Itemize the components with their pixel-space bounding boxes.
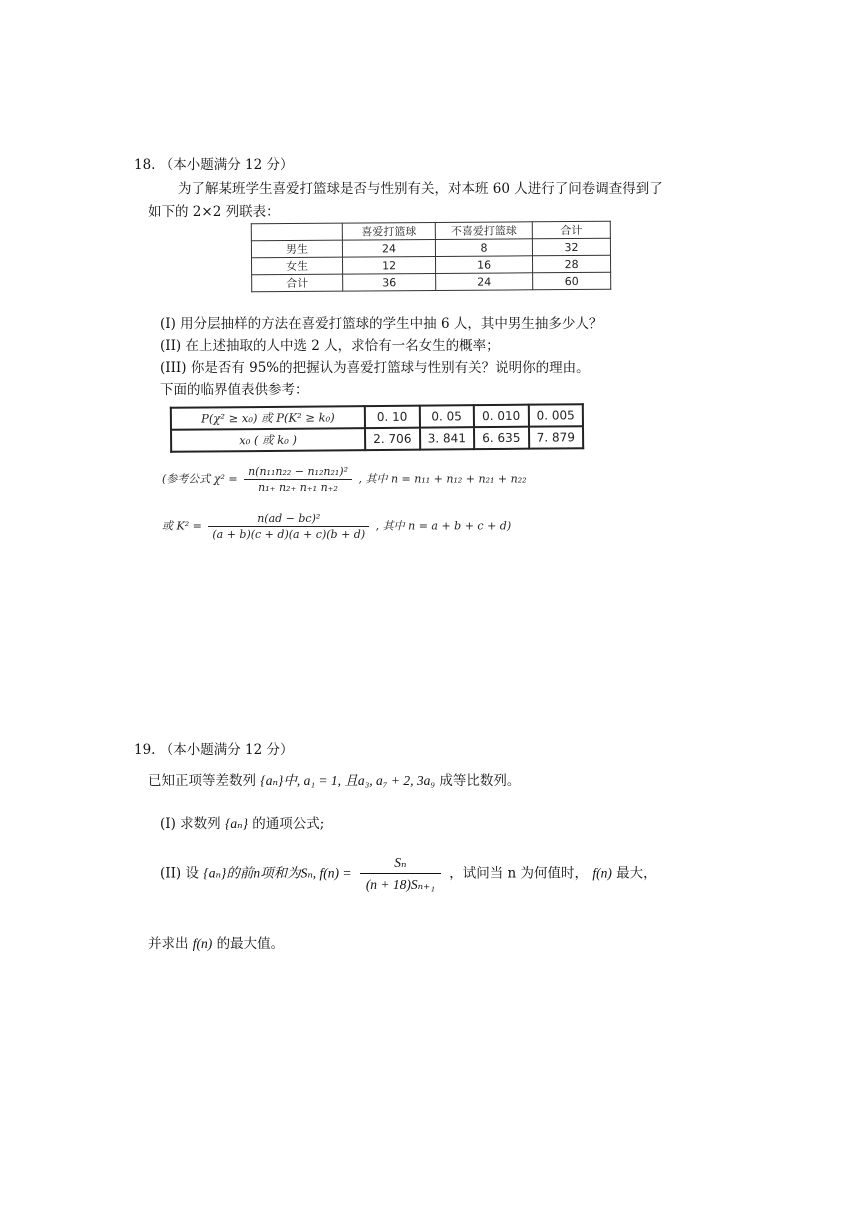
q19-continuation (148, 932, 284, 952)
table-cell: 2. 706 (365, 428, 420, 450)
q19-part2-fraction (360, 855, 441, 893)
formula-chi-square (162, 465, 527, 494)
table-cell: 32 (532, 238, 610, 256)
formula-k-suffix: , 其中 n = a + b + c + d) (375, 519, 512, 533)
table-cell: 60 (533, 272, 611, 290)
table-row (171, 426, 583, 452)
q19-part2 (160, 855, 657, 893)
q19-cont-pre: 并求出 (148, 936, 189, 952)
formula-chi-prefix: (参考公式 χ² = (162, 472, 238, 486)
table-cell: 16 (435, 256, 532, 274)
table-cell: 喜爱打篮球 (342, 222, 435, 240)
q19-part1-math: {aₙ} (224, 816, 248, 831)
q19-part2-numerator: Sₙ (360, 855, 441, 874)
q19-intro-post: 成等比数列。 (439, 773, 521, 789)
table-cell: 男生 (251, 240, 342, 258)
q19-cont-post: 的最大值。 (216, 936, 285, 952)
table-cell: 7. 879 (528, 426, 583, 448)
formula-chi-fraction (244, 465, 352, 494)
q19-intro (148, 769, 520, 789)
formula-k-prefix: 或 K² = (162, 519, 202, 533)
q19-part2-pre: (II) 设 (160, 865, 199, 882)
table-cell: 0. 10 (365, 406, 420, 428)
q19-part1-post: 的通项公式; (252, 816, 325, 832)
q18-part1: (I) 用分层抽样的方法在喜爱打篮球的学生中抽 6 人，其中男生抽多少人？ (160, 316, 603, 332)
table-cell: 12 (343, 256, 436, 274)
q19-part1 (160, 812, 324, 832)
q19-part2-denominator: (n + 18)Sₙ₊₁ (365, 877, 435, 892)
table-cell: 合计 (532, 221, 610, 239)
contingency-table (251, 221, 611, 293)
critical-value-table (170, 403, 584, 453)
table-cell (251, 223, 342, 241)
table-cell: 3. 841 (419, 427, 474, 449)
q19-cont-fn: f(n) (192, 936, 213, 951)
q19-intro-pre: 已知正项等差数列 (148, 773, 256, 789)
q19-part2-post2: 最大， (616, 865, 657, 882)
formula-chi-suffix: , 其中 n = n₁₁ + n₁₂ + n₂₁ + n₂₂ (358, 472, 527, 486)
q18-header: 18. （本小题满分 12 分） (134, 157, 294, 173)
table-cell: 0. 05 (419, 405, 474, 427)
q19-intro-math: {aₙ}中, a₁ = 1, 且a₃, a₇ + 2, 3a₉ (260, 773, 436, 788)
q19-header: 19. （本小题满分 12 分） (134, 742, 294, 758)
formula-k-square (162, 512, 511, 541)
q19-part2-post1: ，试问当 n 为何值时， (449, 865, 589, 882)
table-cell: 28 (532, 255, 610, 273)
table-cell: 合计 (252, 274, 343, 292)
q18-part2: (II) 在上述抽取的人中选 2 人，求恰有一名女生的概率； (160, 338, 500, 354)
table-cell: 6. 635 (474, 427, 529, 449)
q19-part2-math: {aₙ}的前n项和为Sₙ, f(n) = (203, 865, 352, 881)
table-cell: 8 (435, 239, 532, 257)
table-cell: P(χ² ≥ x₀) 或 P(K² ≥ k₀) (171, 406, 365, 430)
q19-part1-pre: (I) 求数列 (160, 816, 221, 832)
q19-part2-fn: f(n) (592, 865, 612, 881)
table-cell: 36 (343, 273, 436, 291)
table-row (252, 272, 611, 292)
table-cell: 24 (342, 239, 435, 257)
q18-intro-line2: 如下的 2×2 列联表： (148, 204, 280, 220)
table-cell: 不喜爱打篮球 (435, 222, 532, 240)
formula-k-numerator: n(ad − bc)² (208, 512, 369, 527)
q18-ref-note: 下面的临界值表供参考： (160, 382, 309, 398)
q18-intro-line1: 为了解某班学生喜爱打篮球是否与性别有关，对本班 60 人进行了问卷调查得到了 (178, 181, 663, 197)
table-cell: 0. 010 (474, 405, 529, 427)
table-cell: 女生 (252, 257, 343, 275)
table-cell: 24 (436, 273, 533, 291)
table-cell: x₀ ( 或 k₀ ) (171, 428, 365, 452)
formula-chi-numerator: n(n₁₁n₂₂ − n₁₂n₂₁)² (244, 465, 352, 480)
table-cell: 0. 005 (528, 404, 583, 426)
formula-k-denominator: (a + b)(c + d)(a + c)(b + d) (212, 528, 366, 541)
formula-chi-denominator: n₁₊ n₂₊ n₊₁ n₊₂ (258, 481, 338, 494)
formula-k-fraction (208, 512, 369, 541)
q18-part3: (III) 你是否有 95%的把握认为喜爱打篮球与性别有关？说明你的理由。 (160, 360, 590, 376)
